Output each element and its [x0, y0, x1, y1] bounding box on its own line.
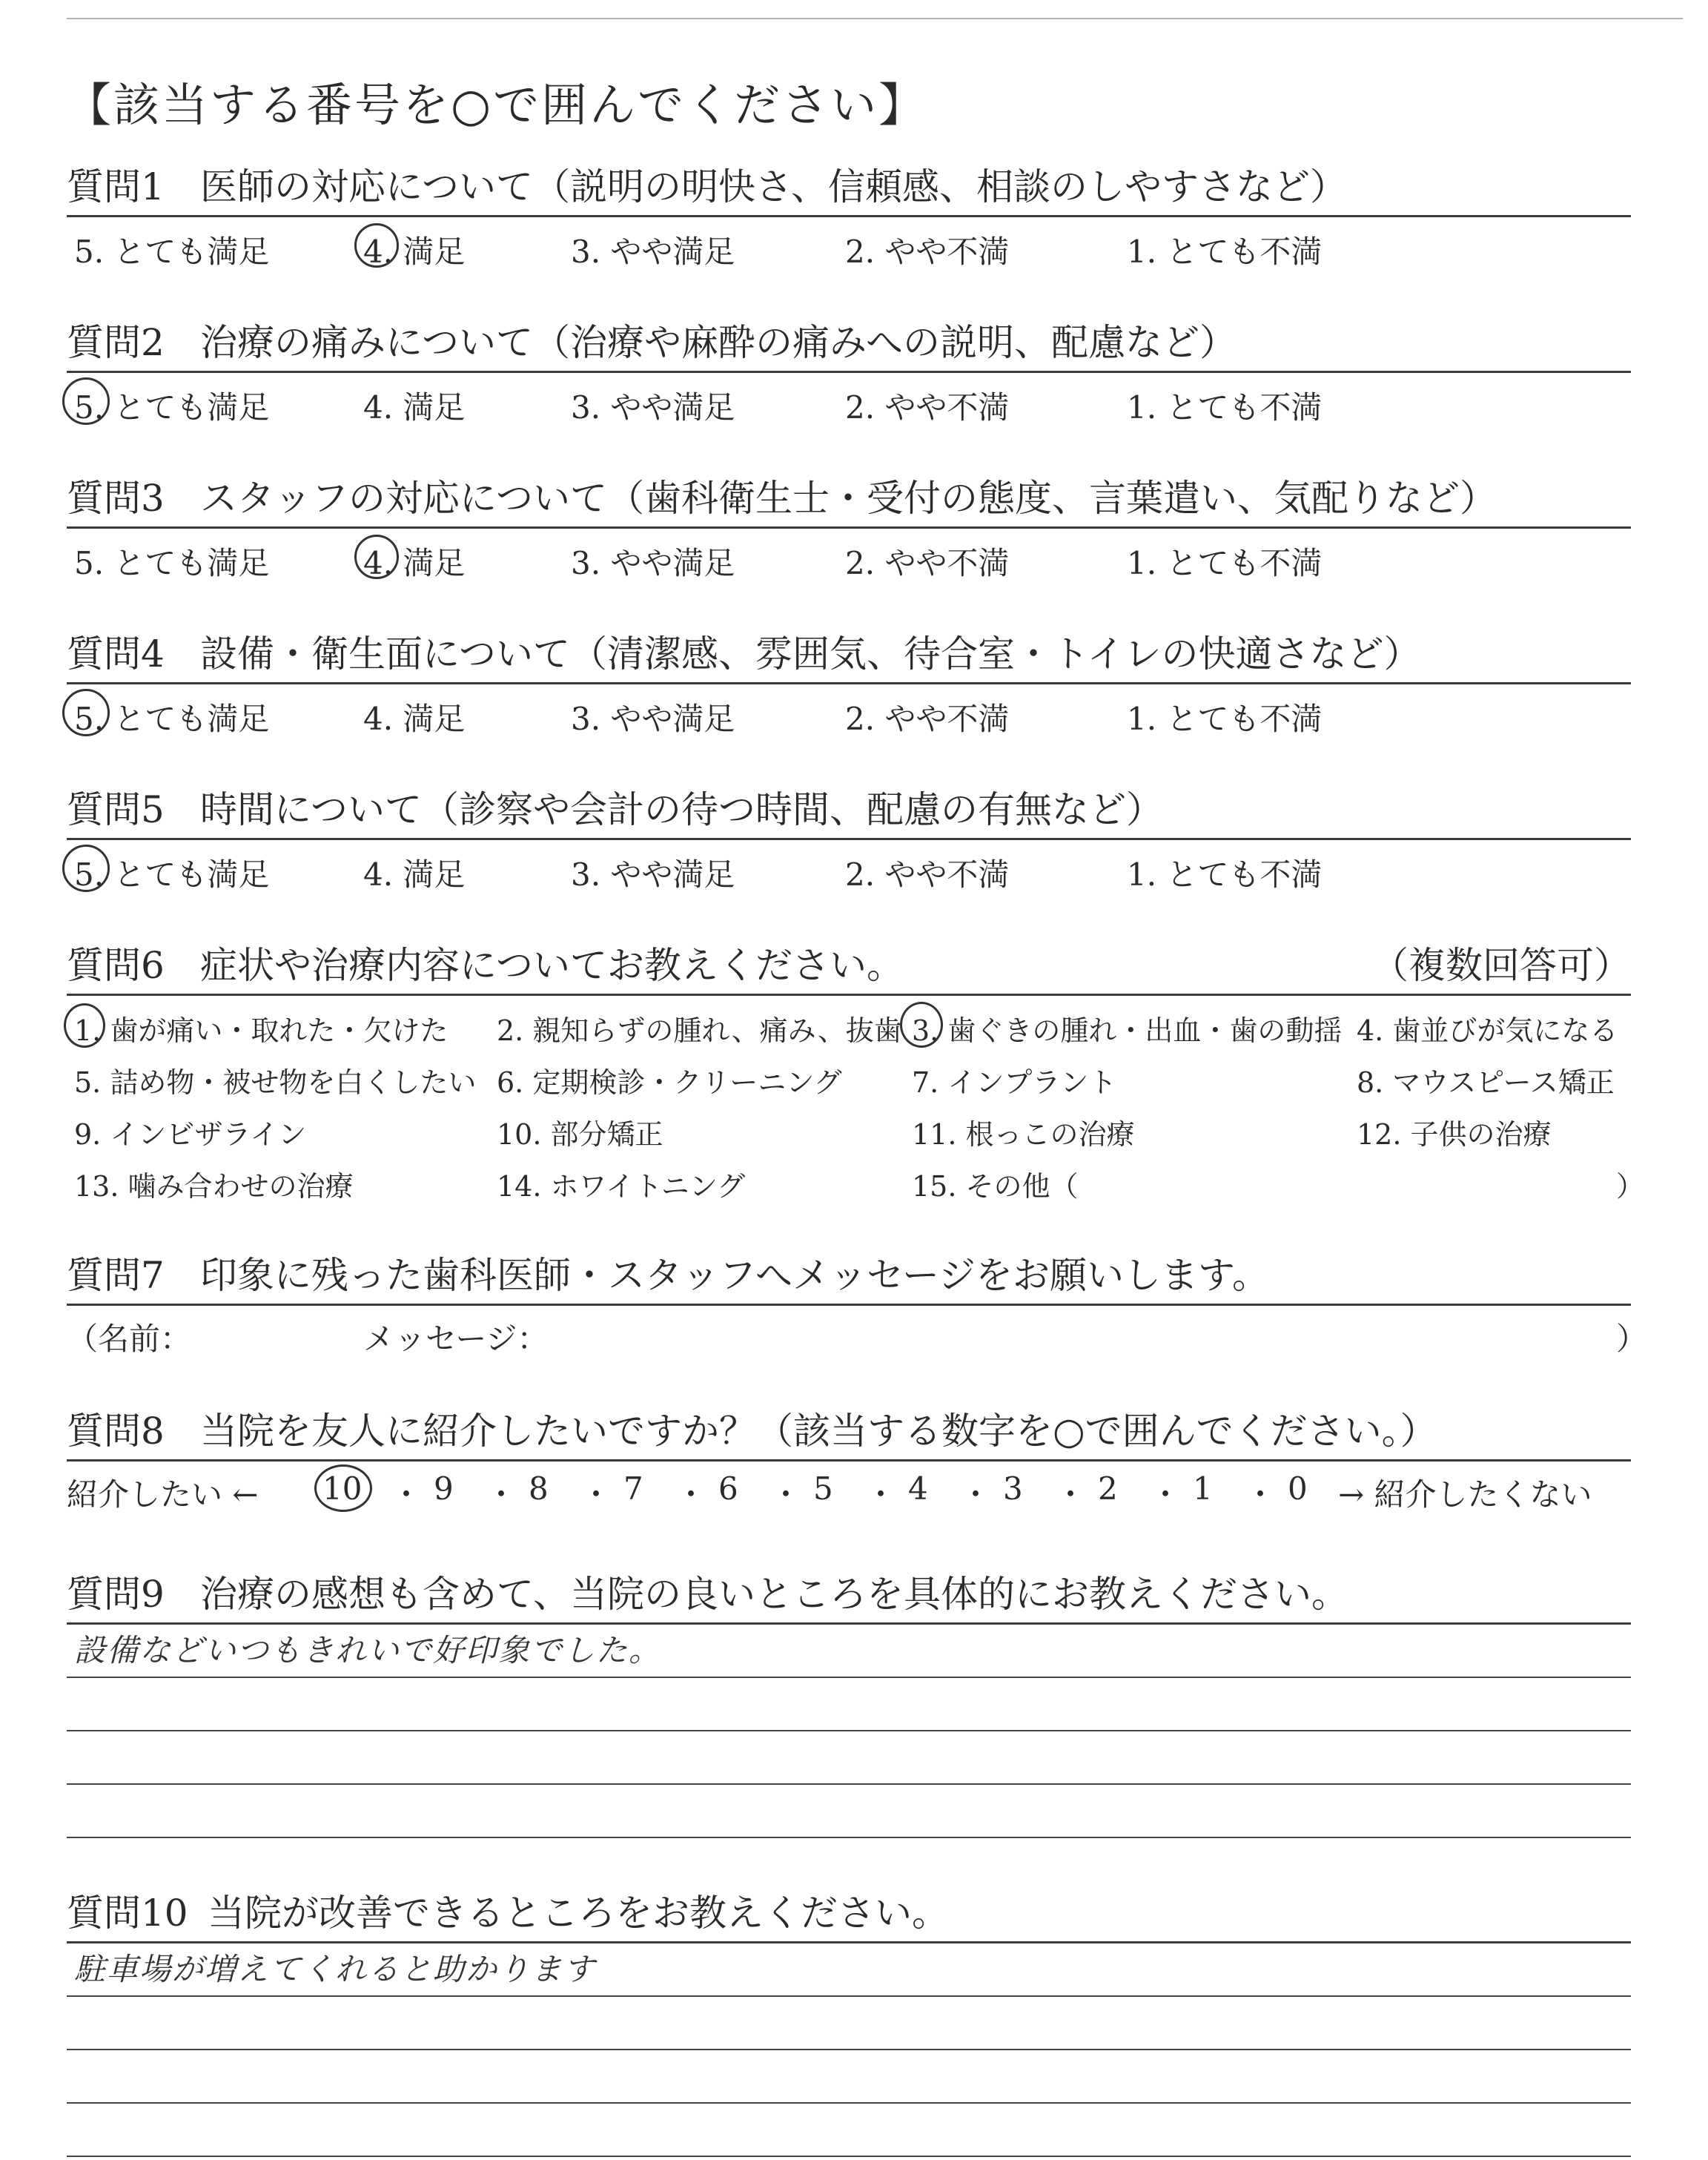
rating-option-5[interactable]: 5. とても満足 [74, 856, 270, 893]
treatment-option-6[interactable]: 6. 定期検診・クリーニング [497, 1066, 842, 1099]
rating-option-2[interactable]: 2. やや不満 [845, 856, 1010, 893]
other-close-paren: ） [1616, 1170, 1645, 1203]
rule-line [67, 838, 1631, 840]
rating-option-3[interactable]: 3. やや満足 [571, 856, 735, 893]
message-fields [67, 1315, 1648, 1359]
rating-option-1[interactable]: 1. とても不満 [1127, 856, 1323, 893]
multiple-answer-note: （複数回答可） [1371, 944, 1631, 987]
scale-sep: ・ [675, 1476, 707, 1513]
answer-line[interactable] [67, 2050, 1631, 2104]
question-text: 印象に残った歯科医師・スタッフへメッセージをお願いします。 [200, 1254, 1269, 1297]
answer-line[interactable] [67, 2104, 1631, 2157]
rating-option-1[interactable]: 1. とても不満 [1127, 701, 1323, 737]
rating-option-4[interactable]: 4. 満足 [363, 701, 466, 737]
treatment-option-3[interactable]: 3. 歯ぐきの腫れ・出血・歯の動揺 [912, 1014, 1343, 1047]
scale-sep: ・ [580, 1476, 612, 1513]
scale-value-6[interactable]: 6 [718, 1470, 738, 1507]
rule-line [67, 215, 1631, 217]
rating-options [67, 383, 1631, 429]
treatment-option-2[interactable]: 2. 親知らずの腫れ、痛み、抜歯 [497, 1014, 902, 1047]
scale-value-7[interactable]: 7 [623, 1470, 643, 1507]
scale-value-9[interactable]: 9 [434, 1470, 454, 1507]
question-number: 質問6 [67, 944, 165, 987]
question-text: 当院を友人に紹介したいですか？（該当する数字を○で囲んでください。） [200, 1410, 1437, 1453]
question-heading [67, 1409, 1631, 1453]
selection-circle [314, 1464, 372, 1512]
scale-value-4[interactable]: 4 [908, 1470, 928, 1507]
selection-circle [354, 223, 399, 268]
selection-circle [62, 845, 110, 892]
question-heading [67, 787, 1631, 832]
handwritten-answer: 設備などいつもきれいで好印象でした。 [74, 1632, 662, 1668]
scale-value-2[interactable]: 2 [1098, 1470, 1118, 1507]
rating-option-1[interactable]: 1. とても不満 [1127, 234, 1323, 270]
rating-option-5[interactable]: 5. とても満足 [74, 701, 270, 737]
rating-option-2[interactable]: 2. やや不満 [845, 234, 1010, 270]
question-heading [67, 1572, 1631, 1616]
question-text: 治療の痛みについて（治療や麻酔の痛みへの説明、配慮など） [200, 321, 1237, 364]
question-text: 医師の対応について（説明の明快さ、信頼感、相談のしやすさなど） [200, 165, 1347, 208]
rating-options [67, 228, 1631, 274]
scale-sep: ・ [391, 1476, 423, 1513]
question-heading [67, 632, 1631, 676]
question-number: 質問10 [67, 1892, 188, 1935]
scale-sep: ・ [1245, 1476, 1277, 1513]
question-1 [67, 165, 1631, 274]
treatment-option-12[interactable]: 12. 子供の治療 [1357, 1118, 1552, 1151]
question-text: 治療の感想も含めて、当院の良いところを具体的にお教えください。 [200, 1573, 1348, 1616]
handwritten-answer: 駐車場が増えてくれると助かります [74, 1951, 597, 1987]
scale-value-8[interactable]: 8 [529, 1470, 549, 1507]
rating-option-3[interactable]: 3. やや満足 [571, 389, 735, 426]
treatment-option-1[interactable]: 1. 歯が痛い・取れた・欠けた [74, 1014, 448, 1047]
name-label: （名前： [67, 1321, 192, 1357]
scale-left-label: 紹介したい ← [67, 1476, 259, 1513]
answer-line[interactable] [67, 1943, 1631, 1997]
treatment-option-11[interactable]: 11. 根っこの治療 [912, 1118, 1135, 1151]
answer-line[interactable] [67, 1678, 1631, 1731]
question-5 [67, 787, 1631, 896]
rating-option-5[interactable]: 5. とても満足 [74, 545, 270, 581]
question-heading [67, 1891, 1631, 1935]
rating-option-5[interactable]: 5. とても満足 [74, 389, 270, 426]
treatment-option-13[interactable]: 13. 噛み合わせの治療 [74, 1170, 354, 1203]
rating-option-2[interactable]: 2. やや不満 [845, 545, 1010, 581]
page-title: 【該当する番号を○で囲んでください】 [65, 78, 927, 132]
question-2 [67, 320, 1631, 429]
rating-option-4[interactable]: 4. 満足 [363, 234, 466, 270]
question-heading [67, 943, 1631, 988]
treatment-option-9[interactable]: 9. インビザライン [74, 1118, 307, 1151]
rating-option-3[interactable]: 3. やや満足 [571, 545, 735, 581]
question-number: 質問5 [67, 788, 165, 831]
question-number: 質問8 [67, 1410, 165, 1453]
question-heading [67, 165, 1631, 209]
question-heading [67, 476, 1631, 521]
treatment-option-14[interactable]: 14. ホワイトニング [497, 1170, 746, 1203]
rule-line [67, 1304, 1631, 1306]
rule-line [67, 371, 1631, 373]
rating-option-4[interactable]: 4. 満足 [363, 545, 466, 581]
treatment-option-8[interactable]: 8. マウスピース矯正 [1357, 1066, 1615, 1099]
question-text: 症状や治療内容についてお教えください。 [200, 944, 904, 987]
answer-line[interactable] [67, 1997, 1631, 2050]
scale-sep: ・ [486, 1476, 517, 1513]
scale-sep: ・ [1055, 1476, 1087, 1513]
rating-option-5[interactable]: 5. とても満足 [74, 234, 270, 270]
rule-line [67, 526, 1631, 529]
scale-right-label: → 紹介したくない [1338, 1476, 1592, 1513]
question-text: 設備・衛生面について（清潔感、雰囲気、待合室・トイレの快適さなど） [200, 633, 1421, 676]
answer-line[interactable] [67, 1785, 1631, 1838]
scale-sep: ・ [865, 1476, 897, 1513]
scale-value-0[interactable]: 0 [1288, 1470, 1308, 1507]
message-close-paren: ） [1616, 1321, 1648, 1357]
question-4 [67, 632, 1631, 741]
question-10 [67, 1891, 1631, 2157]
rating-option-3[interactable]: 3. やや満足 [571, 234, 735, 270]
scale-sep: ・ [1150, 1476, 1182, 1513]
question-9 [67, 1572, 1631, 1838]
question-number: 質問4 [67, 633, 165, 676]
rating-option-4[interactable]: 4. 満足 [363, 856, 466, 893]
scale-sep: ・ [960, 1476, 992, 1513]
selection-circle [64, 1003, 105, 1048]
question-number: 質問1 [67, 165, 165, 208]
rating-options [67, 695, 1631, 741]
answer-line[interactable] [67, 1625, 1631, 1678]
rating-option-3[interactable]: 3. やや満足 [571, 701, 735, 737]
top-border [67, 18, 1683, 19]
rule-line [67, 1459, 1631, 1462]
question-number: 質問7 [67, 1254, 165, 1297]
rule-line [67, 994, 1631, 996]
question-number: 質問9 [67, 1573, 165, 1616]
question-3 [67, 476, 1631, 585]
selection-circle [62, 689, 110, 736]
selection-circle [62, 377, 110, 425]
rating-option-2[interactable]: 2. やや不満 [845, 701, 1010, 737]
rating-option-1[interactable]: 1. とても不満 [1127, 545, 1323, 581]
treatment-options [67, 1008, 1645, 1215]
question-heading [67, 320, 1631, 365]
question-6 [67, 943, 1645, 1215]
rating-options [67, 851, 1631, 896]
message-label: メッセージ： [363, 1321, 549, 1357]
question-heading [67, 1253, 1631, 1298]
rating-option-1[interactable]: 1. とても不満 [1127, 389, 1323, 426]
selection-circle [900, 1002, 943, 1048]
treatment-option-4[interactable]: 4. 歯並びが気になる [1357, 1014, 1618, 1047]
question-text: 当院が改善できるところをお教えください。 [208, 1892, 949, 1935]
scale-value-5[interactable]: 5 [813, 1470, 833, 1507]
scale-sep: ・ [770, 1476, 802, 1513]
answer-line[interactable] [67, 1731, 1631, 1785]
treatment-option-15[interactable]: 15. その他（ [912, 1170, 1079, 1203]
recommend-scale [67, 1470, 1631, 1522]
scale-value-10[interactable]: 10 [322, 1470, 363, 1507]
scale-value-1[interactable]: 1 [1193, 1470, 1213, 1507]
question-number: 質問2 [67, 321, 165, 364]
rule-line [67, 682, 1631, 684]
scale-value-3[interactable]: 3 [1003, 1470, 1023, 1507]
question-8 [67, 1409, 1631, 1522]
question-text: スタッフの対応について（歯科衛生士・受付の態度、言葉遣い、気配りなど） [200, 477, 1497, 520]
selection-circle [354, 535, 399, 579]
treatment-option-7[interactable]: 7. インプラント [912, 1066, 1117, 1099]
rating-option-4[interactable]: 4. 満足 [363, 389, 466, 426]
rating-option-2[interactable]: 2. やや不満 [845, 389, 1010, 426]
question-7 [67, 1253, 1648, 1359]
treatment-option-10[interactable]: 10. 部分矯正 [497, 1118, 663, 1151]
question-text: 時間について（診察や会計の待つ時間、配慮の有無など） [200, 788, 1163, 831]
treatment-option-5[interactable]: 5. 詰め物・被せ物を白くしたい [74, 1066, 477, 1099]
question-number: 質問3 [67, 477, 165, 520]
rating-options [67, 539, 1631, 585]
